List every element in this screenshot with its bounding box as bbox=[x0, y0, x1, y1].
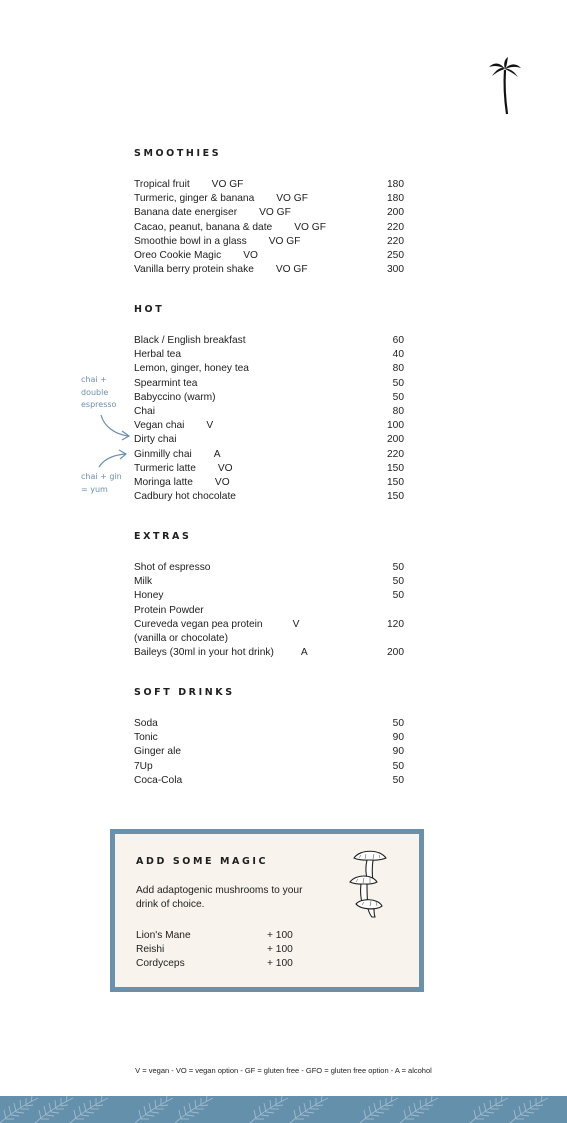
menu-item: Herbal tea 40 bbox=[134, 349, 404, 361]
magic-box bbox=[110, 829, 424, 992]
section-heading: SOFT DRINKS bbox=[134, 687, 235, 698]
menu-item: Baileys (30ml in your hot drink) A 200 bbox=[134, 647, 404, 659]
menu-item: Black / English breakfast 60 bbox=[134, 335, 404, 346]
menu-item: Tropical fruit VO GF 180 bbox=[134, 179, 404, 190]
mushroom-item: Lion's Mane + 100 bbox=[136, 930, 293, 941]
menu-item: Babyccino (warm) 50 bbox=[134, 391, 404, 403]
menu-item: Turmeric latte VO 150 bbox=[134, 462, 404, 474]
item-list bbox=[134, 334, 404, 504]
palm-tree-icon bbox=[486, 56, 526, 116]
menu-item: Honey 50 bbox=[134, 590, 404, 602]
menu-item: Coca-Cola 50 bbox=[134, 774, 404, 786]
magic-title: ADD SOME MAGIC bbox=[136, 856, 269, 867]
section-heading: HOT bbox=[134, 304, 165, 315]
menu-item: (vanilla or chocolate) bbox=[134, 632, 228, 644]
section-extras bbox=[134, 530, 404, 660]
menu-item: Moringa latte VO 150 bbox=[134, 476, 404, 488]
mushroom-item: Cordyceps + 100 bbox=[136, 958, 293, 970]
menu-item: Lemon, ginger, honey tea 80 bbox=[134, 363, 404, 375]
menu-item: Cacao, peanut, banana & date VO GF 220 bbox=[134, 221, 404, 233]
section-heading: EXTRAS bbox=[134, 531, 192, 542]
menu-item: Spearmint tea 50 bbox=[134, 377, 404, 389]
menu-item: Turmeric, ginger & banana VO GF 180 bbox=[134, 193, 404, 205]
menu-item: Oreo Cookie Magic VO 250 bbox=[134, 249, 404, 261]
fern-pattern-icon bbox=[0, 1096, 567, 1123]
menu-item: Soda 50 bbox=[134, 718, 404, 729]
section-hot bbox=[134, 303, 404, 504]
menu-item: Dirty chai 200 bbox=[134, 434, 404, 446]
magic-description: Add adaptogenic mushrooms to your drink of choice. bbox=[136, 885, 303, 911]
mushroom-item: Reishi + 100 bbox=[136, 944, 293, 956]
dietary-legend: V = vegan - VO = vegan option - GF = gluten free - GFO = gluten free option - A = alcohol bbox=[135, 1066, 432, 1075]
item-list bbox=[134, 178, 404, 277]
handwritten-note-ginmilly-chai: chai + gin = yum bbox=[81, 472, 122, 494]
menu-item: 7Up 50 bbox=[134, 760, 404, 772]
menu-item: Smoothie bowl in a glass VO GF 220 bbox=[134, 235, 404, 247]
menu-item: Milk 50 bbox=[134, 576, 404, 588]
section-smoothies bbox=[134, 147, 404, 277]
magic-list bbox=[136, 929, 306, 972]
menu-item: Tonic 90 bbox=[134, 732, 404, 744]
menu-item: Banana date energiser VO GF 200 bbox=[134, 207, 404, 219]
menu-item: Cureveda vegan pea protein V 120 bbox=[134, 618, 404, 630]
arrow-icon bbox=[98, 412, 134, 444]
menu-item: Protein Powder bbox=[134, 604, 204, 616]
section-heading: SMOOTHIES bbox=[134, 148, 222, 159]
mushroom-illustration-icon bbox=[346, 846, 394, 918]
menu-item: Ginmilly chai A 220 bbox=[134, 448, 404, 460]
item-list bbox=[134, 561, 404, 660]
arrow-icon bbox=[96, 448, 132, 470]
menu-item: Vanilla berry protein shake VO GF 300 bbox=[134, 264, 404, 276]
menu-item: Ginger ale 90 bbox=[134, 746, 404, 758]
handwritten-note-dirty-chai: chai + double espresso bbox=[81, 375, 117, 409]
menu-item: Cadbury hot chocolate 150 bbox=[134, 491, 404, 503]
menu-item: Shot of espresso 50 bbox=[134, 562, 404, 573]
fern-pattern-footer bbox=[0, 1096, 567, 1123]
item-list bbox=[134, 717, 404, 788]
menu-item: Chai 80 bbox=[134, 405, 404, 417]
section-soft-drinks bbox=[134, 686, 404, 788]
menu-item: Vegan chai V 100 bbox=[134, 420, 404, 432]
